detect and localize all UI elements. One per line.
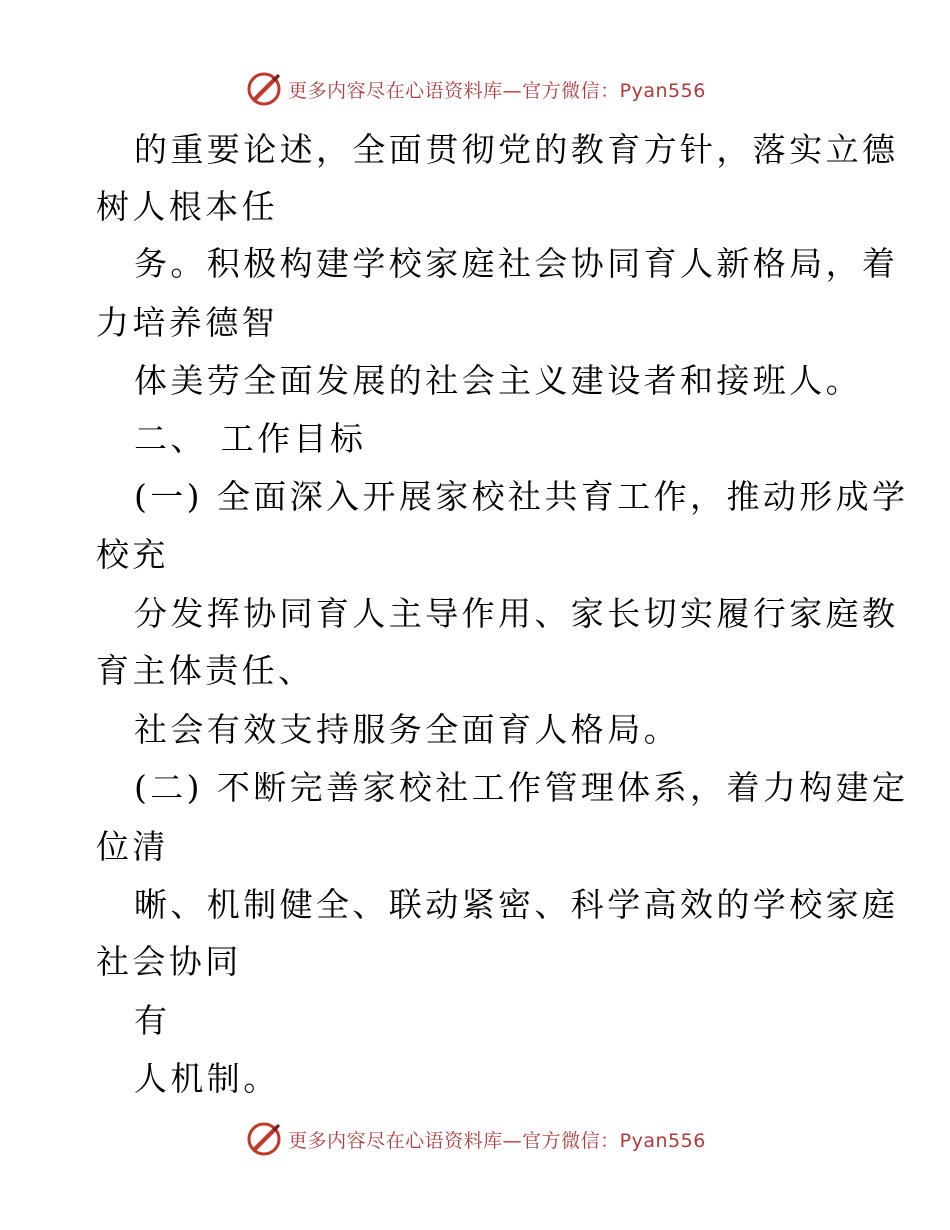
body-line: 力培养德智 <box>96 303 278 342</box>
footer-banner-text: 更多内容尽在心语资料库—官方微信：Pyan556 <box>288 1129 706 1152</box>
body-line: 晰、机制健全、联动紧密、科学高效的学校家庭 <box>134 885 899 924</box>
body-line: (二) 不断完善家校社工作管理体系，着力构建定 <box>134 768 909 807</box>
header-banner-text: 更多内容尽在心语资料库—官方微信：Pyan556 <box>288 79 706 102</box>
body-line: 体美劳全面发展的社会主义建设者和接班人。 <box>134 361 862 400</box>
body-line: 校充 <box>96 535 169 574</box>
body-line: 社会协同 <box>96 942 242 981</box>
body-line: 社会有效支持服务全面育人格局。 <box>134 710 680 749</box>
header-watermark-banner <box>0 67 950 111</box>
body-line: (一) 全面深入开展家校社共育工作，推动形成学 <box>134 477 909 516</box>
body-line: 人机制。 <box>134 1059 280 1098</box>
body-line: 务。积极构建学校家庭社会协同育人新格局，着 <box>134 244 899 283</box>
body-line: 育主体责任、 <box>96 651 315 690</box>
pen-logo-icon <box>244 69 284 109</box>
body-line: 有 <box>134 1001 171 1040</box>
section-heading: 二、 工作目标 <box>134 419 367 458</box>
body-line: 位清 <box>96 827 169 866</box>
body-line: 分发挥协同育人主导作用、家长切实履行家庭教 <box>134 594 899 633</box>
footer-watermark-banner <box>0 1117 950 1161</box>
pen-logo-icon <box>244 1119 284 1159</box>
body-line: 的重要论述，全面贯彻党的教育方针，落实立德 <box>134 130 899 169</box>
body-line: 树人根本任 <box>96 187 278 226</box>
